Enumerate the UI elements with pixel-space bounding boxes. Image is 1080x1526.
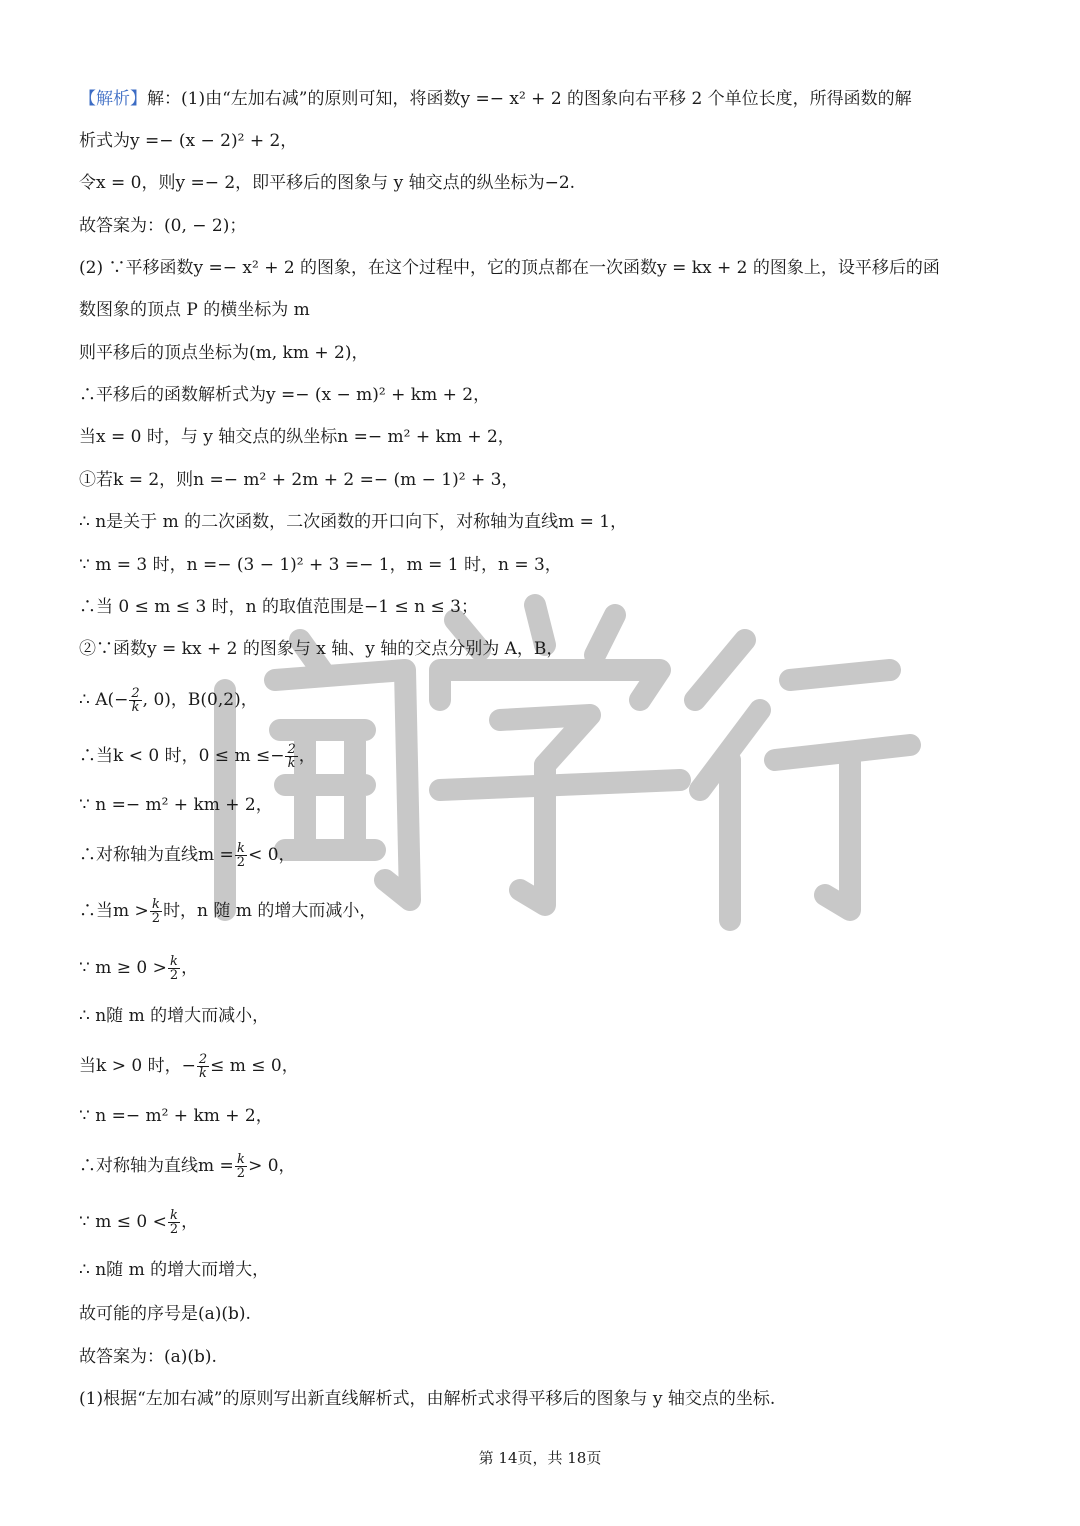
line-text-after: ≤ m ≤ 0， <box>210 1056 299 1076</box>
fraction-numerator: k <box>235 1153 247 1167</box>
line-text-before: ∴当k < 0 时，0 ≤ m ≤− <box>79 746 285 766</box>
text-line <box>79 126 1010 156</box>
line-text-before: ∴ A(− <box>79 690 129 710</box>
line-text: 解：(1)由“左加右减”的原则可知，将函数y =− x² + 2 的图象向右平移 2 个单位长度，所得函数的解 <box>147 89 912 109</box>
line-text-after: ， <box>298 746 316 766</box>
text-line <box>79 1151 1010 1181</box>
line-text: 故可能的序号是(a)(b). <box>79 1304 251 1324</box>
text-line <box>79 550 1010 580</box>
line-text-after: ， <box>181 958 199 978</box>
line-text: ∵ m = 3 时，n =− (3 − 1)² + 3 =− 1，m = 1 时，n = 3， <box>79 555 562 575</box>
text-line <box>79 634 1010 664</box>
fraction-denominator: 2 <box>236 1166 246 1181</box>
text-line <box>79 168 1010 198</box>
line-text: 故答案为：(a)(b). <box>79 1347 217 1367</box>
text-line <box>79 685 1010 715</box>
text-line <box>79 211 1010 241</box>
line-text-after: > 0， <box>248 1156 296 1176</box>
fraction-numerator: k <box>168 1209 180 1223</box>
fraction-numerator: 2 <box>198 1052 208 1067</box>
line-text: ∴平移后的函数解析式为y =− (x − m)² + km + 2， <box>79 385 491 405</box>
text-line <box>79 790 1010 820</box>
line-text: ∴当 0 ≤ m ≤ 3 时，n 的取值范围是−1 ≤ n ≤ 3； <box>79 597 478 617</box>
fraction-numerator: 2 <box>287 742 296 757</box>
text-line <box>79 1207 1010 1237</box>
text-line <box>79 1299 1010 1329</box>
line-text: ∴ n是关于 m 的二次函数，二次函数的开口向下，对称轴为直线m = 1， <box>79 512 628 532</box>
fraction <box>285 743 297 770</box>
fraction-denominator: 2 <box>236 855 246 870</box>
text-line <box>79 84 1010 114</box>
line-text: ∵ n =− m² + km + 2， <box>79 1106 273 1126</box>
text-line <box>79 1255 1010 1285</box>
fraction-numerator: k <box>168 955 180 969</box>
text-line <box>79 507 1010 537</box>
line-text: 析式为y =− (x − 2)² + 2， <box>79 131 298 151</box>
fraction-numerator: 2 <box>131 686 140 701</box>
text-line <box>79 953 1010 983</box>
line-text: 数图象的顶点 P 的横坐标为 m <box>79 300 310 320</box>
line-text: ∴ n随 m 的增大而减小， <box>79 1006 270 1026</box>
fraction-denominator: k <box>131 700 140 715</box>
line-text: ∴ n随 m 的增大而增大， <box>79 1260 270 1280</box>
line-text-after: ， <box>181 1212 199 1232</box>
line-text: 当x = 0 时，与 y 轴交点的纵坐标n =− m² + km + 2， <box>79 427 515 447</box>
text-line <box>79 1384 1010 1414</box>
fraction-denominator: k <box>287 756 296 771</box>
text-line <box>79 253 1010 283</box>
line-text: ①若k = 2，则n =− m² + 2m + 2 =− (m − 1)² + 3， <box>79 470 519 490</box>
fraction <box>150 898 162 925</box>
line-text-after: 时，n 随 m 的增大而减小， <box>163 901 377 921</box>
line-text-before: ∴对称轴为直线m = <box>79 1156 234 1176</box>
fraction <box>235 1153 247 1180</box>
text-line <box>79 338 1010 368</box>
fraction <box>197 1053 209 1080</box>
line-text-after: , 0)，B(0,2)， <box>142 690 258 710</box>
line-text-before: ∴对称轴为直线m = <box>79 845 234 865</box>
page-footer: 第 14页，共 18页 <box>478 1449 602 1467</box>
line-text: (2) ∵平移函数y =− x² + 2 的图象，在这个过程中，它的顶点都在一次函数y = kx + 2 的图象上，设平移后的函 <box>79 258 940 278</box>
line-text: 令x = 0，则y =− 2，即平移后的图象与 y 轴交点的纵坐标为−2. <box>79 173 576 193</box>
text-line <box>79 592 1010 622</box>
fraction <box>235 842 247 869</box>
text-line <box>79 896 1010 926</box>
fraction-denominator: 2 <box>169 968 179 983</box>
fraction <box>129 687 141 714</box>
line-text-before: ∴当m > <box>79 901 149 921</box>
analysis-tag: 【解析】 <box>79 89 147 109</box>
fraction-denominator: 2 <box>151 911 161 926</box>
line-text-before: ∵ m ≤ 0 < <box>79 1212 167 1232</box>
text-line <box>79 465 1010 495</box>
line-text: (1)根据“左加右减”的原则写出新直线解析式，由解析式求得平移后的图象与 y 轴交点的坐标. <box>79 1389 776 1409</box>
text-line <box>79 1101 1010 1131</box>
text-line <box>79 422 1010 452</box>
fraction <box>168 955 180 982</box>
text-line <box>79 1001 1010 1031</box>
line-text-before: 当k > 0 时，− <box>79 1056 196 1076</box>
fraction-numerator: k <box>235 842 247 856</box>
line-text: ∵ n =− m² + km + 2， <box>79 795 273 815</box>
line-text: 故答案为：(0, − 2)； <box>79 216 247 236</box>
text-line <box>79 1051 1010 1081</box>
line-text-after: < 0， <box>248 845 296 865</box>
line-text: 则平移后的顶点坐标为(m, km + 2)， <box>79 343 369 363</box>
line-text-before: ∵ m ≥ 0 > <box>79 958 167 978</box>
line-text: ②∵函数y = kx + 2 的图象与 x 轴、y 轴的交点分别为 A，B， <box>79 639 564 659</box>
text-line <box>79 840 1010 870</box>
fraction-denominator: k <box>199 1066 207 1081</box>
text-line <box>79 741 1010 771</box>
fraction <box>168 1209 180 1236</box>
text-line <box>79 380 1010 410</box>
fraction-numerator: k <box>150 898 162 912</box>
fraction-denominator: 2 <box>169 1222 179 1237</box>
text-line <box>79 295 1010 325</box>
text-line <box>79 1342 1010 1372</box>
